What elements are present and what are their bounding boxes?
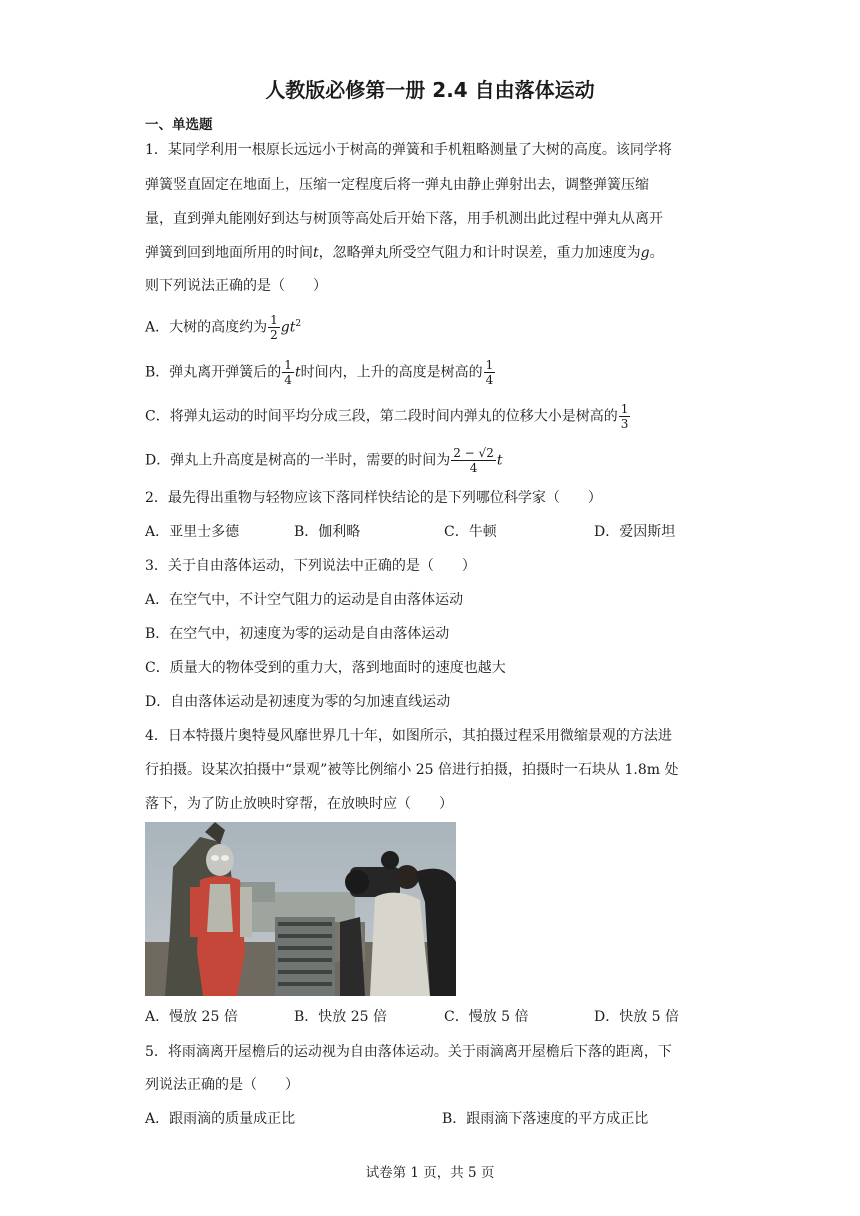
q1-line-3: 量，直到弹丸能刚好到达与树顶等高处后开始下落，用手机测出此过程中弹丸从离开	[145, 211, 663, 227]
q5-option-b: B．跟雨滴下落速度的平方成正比	[442, 1111, 649, 1127]
section-heading: 一、单选题	[145, 117, 213, 133]
q3-option-d: D．自由落体运动是初速度为零的匀加速直线运动	[145, 694, 451, 710]
q1-line-5: 则下列说法正确的是（ ）	[145, 278, 327, 294]
filming-scene-photo	[145, 822, 456, 996]
q4-line-1: 4．日本特摄片奥特曼风靡世界几十年，如图所示，其拍摄过程采用微缩景观的方法进	[145, 728, 672, 744]
q2-stem: 2．最先得出重物与轻物应该下落同样快结论的是下列哪位科学家（ ）	[145, 490, 602, 506]
q5-line-2: 列说法正确的是（ ）	[145, 1077, 299, 1093]
q1-line-4: 弹簧到回到地面所用的时间t，忽略弹丸所受空气阻力和计时误差，重力加速度为g。	[145, 245, 664, 261]
q2-option-a: A．亚里士多德	[145, 524, 240, 540]
q1-option-b: B．弹丸离开弹簧后的 $\frac{1}{4}$ t时间内，上升的高度是树高的 $\frac{1}{4}$	[145, 358, 494, 387]
q4-option-a: A．慢放 25 倍	[145, 1009, 238, 1025]
q3-stem: 3．关于自由落体运动，下列说法中正确的是（ ）	[145, 558, 476, 574]
q1-line-1: 1．某同学利用一根原长远远小于树高的弹簧和手机粗略测量了大树的高度。该同学将	[145, 142, 672, 158]
q4-option-c: C．慢放 5 倍	[444, 1009, 529, 1025]
q4-line-2: 行拍摄。设某次拍摄中“景观”被等比例缩小 25 倍进行拍摄，拍摄时一石块从 1.8m 处	[145, 762, 679, 778]
page-title: 人教版必修第一册 2.4 自由落体运动	[265, 78, 595, 102]
q3-option-c: C．质量大的物体受到的重力大，落到地面时的速度也越大	[145, 660, 506, 676]
q4-option-b: B．快放 25 倍	[294, 1009, 388, 1025]
q1-option-c: C．将弹丸运动的时间平均分成三段，第二段时间内弹丸的位移大小是树高的 $\frac{1}{3}$	[145, 402, 629, 431]
q4-line-3: 落下，为了防止放映时穿帮，在放映时应（ ）	[145, 796, 453, 812]
q3-option-b: B．在空气中，初速度为零的运动是自由落体运动	[145, 626, 450, 642]
q1-option-d: D．弹丸上升高度是树高的一半时，需要的时间为 $\frac{2 - √2}{4}$ t	[145, 446, 503, 475]
q2-option-d: D．爱因斯坦	[594, 524, 676, 540]
q5-line-1: 5．将雨滴离开屋檐后的运动视为自由落体运动。关于雨滴离开屋檐后下落的距离，下	[145, 1044, 672, 1060]
q2-option-c: C．牛顿	[444, 524, 497, 540]
q5-option-a: A．跟雨滴的质量成正比	[145, 1111, 296, 1127]
q1-option-a: A．大树的高度约为 $\frac{1}{2}$ $gt^2$	[145, 313, 302, 342]
q2-option-b: B．伽利略	[294, 524, 361, 540]
q3-option-a: A．在空气中，不计空气阻力的运动是自由落体运动	[145, 592, 464, 608]
q1-line-2: 弹簧竖直固定在地面上，压缩一定程度后将一弹丸由静止弹射出去，调整弹簧压缩	[145, 177, 649, 193]
page-footer: 试卷第 1 页，共 5 页	[365, 1165, 495, 1181]
q4-option-d: D．快放 5 倍	[594, 1009, 680, 1025]
